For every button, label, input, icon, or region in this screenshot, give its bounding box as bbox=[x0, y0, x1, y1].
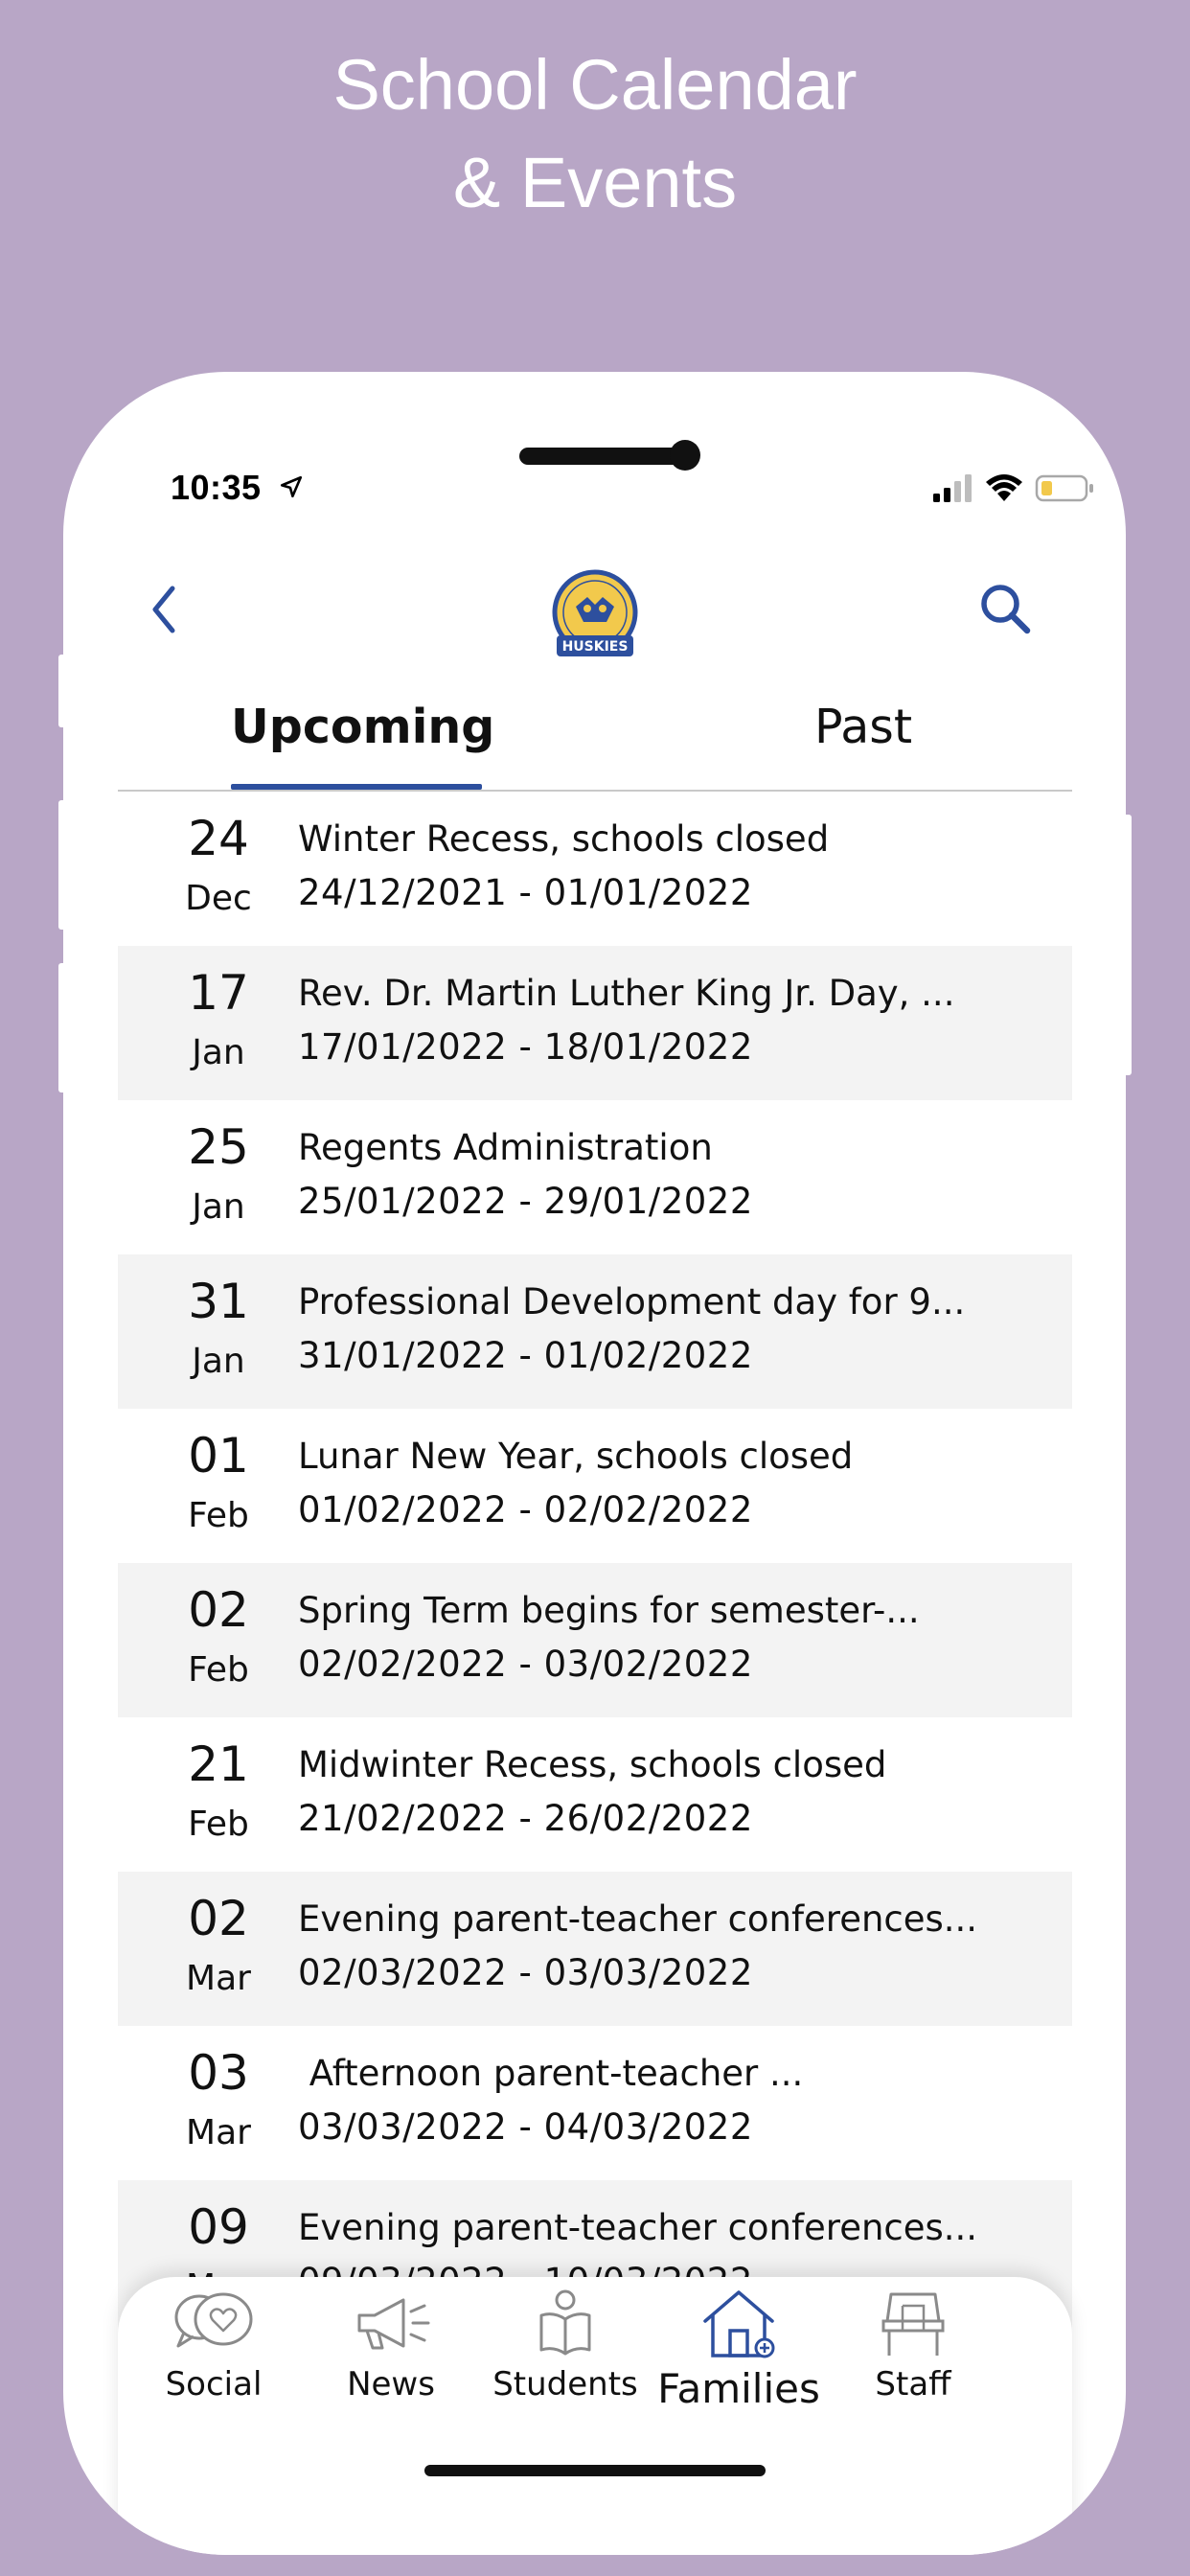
tabbar-news[interactable] bbox=[300, 2287, 482, 2404]
event-day: 02 bbox=[188, 1582, 249, 1638]
school-logo-text: HUSKIES bbox=[561, 639, 629, 655]
front-camera bbox=[670, 440, 700, 471]
event-month: Feb bbox=[188, 1496, 249, 1535]
status-indicators bbox=[870, 470, 1100, 508]
event-row[interactable] bbox=[118, 2026, 1072, 2180]
event-row[interactable] bbox=[118, 1254, 1072, 1409]
event-month: Mar bbox=[186, 1959, 251, 1998]
event-title: Professional Development day for 9... bbox=[298, 1281, 966, 1322]
family-home-icon bbox=[696, 2287, 782, 2361]
cellular-signal-icon bbox=[933, 474, 972, 502]
student-book-icon bbox=[522, 2287, 608, 2361]
event-row[interactable] bbox=[118, 1872, 1072, 2026]
event-month: Dec bbox=[185, 879, 252, 918]
promo-title bbox=[0, 36, 1190, 232]
phone-screen bbox=[63, 372, 1126, 2555]
home-indicator bbox=[424, 2465, 766, 2476]
wifi-icon bbox=[986, 474, 1022, 501]
tabbar-social[interactable] bbox=[123, 2287, 305, 2404]
event-row[interactable] bbox=[118, 1409, 1072, 1563]
event-month: Feb bbox=[188, 1805, 249, 1844]
event-day: 24 bbox=[188, 811, 249, 866]
event-title: Midwinter Recess, schools closed bbox=[298, 1744, 887, 1785]
event-title: Rev. Dr. Martin Luther King Jr. Day, ... bbox=[298, 973, 955, 1014]
event-month: Jan bbox=[192, 1033, 245, 1072]
event-title: Lunar New Year, schools closed bbox=[298, 1436, 854, 1477]
tabbar-families[interactable] bbox=[648, 2287, 830, 2412]
event-month: Jan bbox=[192, 1187, 245, 1227]
event-month: Mar bbox=[186, 2113, 251, 2152]
tabbar-label: Students bbox=[492, 2365, 638, 2404]
tabbar-label: Social bbox=[165, 2365, 263, 2404]
event-day: 02 bbox=[188, 1891, 249, 1946]
event-title: Afternoon parent-teacher ... bbox=[298, 2053, 804, 2094]
tabbar-staff[interactable] bbox=[822, 2287, 1004, 2404]
tab-past[interactable]: Past bbox=[813, 700, 913, 754]
tabbar-label: News bbox=[347, 2365, 435, 2404]
event-day: 01 bbox=[188, 1428, 249, 1484]
event-row[interactable] bbox=[118, 946, 1072, 1100]
event-day: 31 bbox=[188, 1274, 249, 1329]
event-title: Regents Administration bbox=[298, 1127, 713, 1168]
event-dates: 03/03/2022 - 04/03/2022 bbox=[298, 2106, 753, 2148]
event-title: Evening parent-teacher conferences... bbox=[298, 2207, 978, 2248]
status-time: 10:35 bbox=[171, 468, 262, 507]
event-row[interactable] bbox=[118, 1100, 1072, 1254]
bottom-tab-bar bbox=[118, 2277, 1072, 2555]
event-list bbox=[118, 792, 1072, 2334]
event-row[interactable] bbox=[118, 1717, 1072, 1872]
event-dates: 02/03/2022 - 03/03/2022 bbox=[298, 1952, 753, 1993]
event-dates: 17/01/2022 - 18/01/2022 bbox=[298, 1026, 753, 1068]
event-title: Evening parent-teacher conferences... bbox=[298, 1898, 978, 1940]
event-row[interactable] bbox=[118, 792, 1072, 946]
event-dates: 25/01/2022 - 29/01/2022 bbox=[298, 1181, 753, 1222]
promo-title-line1: School Calendar bbox=[332, 45, 858, 125]
event-month: Feb bbox=[188, 1650, 249, 1690]
event-dates: 02/02/2022 - 03/02/2022 bbox=[298, 1644, 753, 1685]
event-day: 03 bbox=[188, 2045, 249, 2101]
event-day: 17 bbox=[188, 965, 249, 1021]
event-day: 25 bbox=[188, 1119, 249, 1175]
event-day: 21 bbox=[188, 1736, 249, 1792]
event-dates: 24/12/2021 - 01/01/2022 bbox=[298, 872, 753, 913]
search-icon[interactable] bbox=[975, 579, 1037, 640]
battery-icon bbox=[1037, 476, 1093, 500]
megaphone-icon bbox=[348, 2287, 434, 2361]
location-arrow-icon bbox=[279, 474, 304, 499]
event-dates: 31/01/2022 - 01/02/2022 bbox=[298, 1335, 753, 1376]
social-chat-heart-icon bbox=[171, 2287, 257, 2361]
school-logo bbox=[547, 568, 643, 664]
chevron-left-icon[interactable] bbox=[144, 581, 186, 638]
event-dates: 01/02/2022 - 02/02/2022 bbox=[298, 1489, 753, 1530]
tab-upcoming[interactable]: Upcoming bbox=[231, 700, 495, 754]
tabbar-label: Staff bbox=[875, 2365, 951, 2404]
tabbar-label: Families bbox=[657, 2365, 820, 2412]
staff-desk-icon bbox=[870, 2287, 956, 2361]
tabbar-students[interactable] bbox=[474, 2287, 656, 2404]
event-day: 09 bbox=[188, 2199, 249, 2255]
event-row[interactable] bbox=[118, 1563, 1072, 1717]
event-title: Winter Recess, schools closed bbox=[298, 818, 830, 860]
promo-title-line2: & Events bbox=[452, 143, 738, 222]
event-dates: 21/02/2022 - 26/02/2022 bbox=[298, 1798, 753, 1839]
event-month: Jan bbox=[192, 1342, 245, 1381]
event-title: Spring Term begins for semester-... bbox=[298, 1590, 920, 1631]
